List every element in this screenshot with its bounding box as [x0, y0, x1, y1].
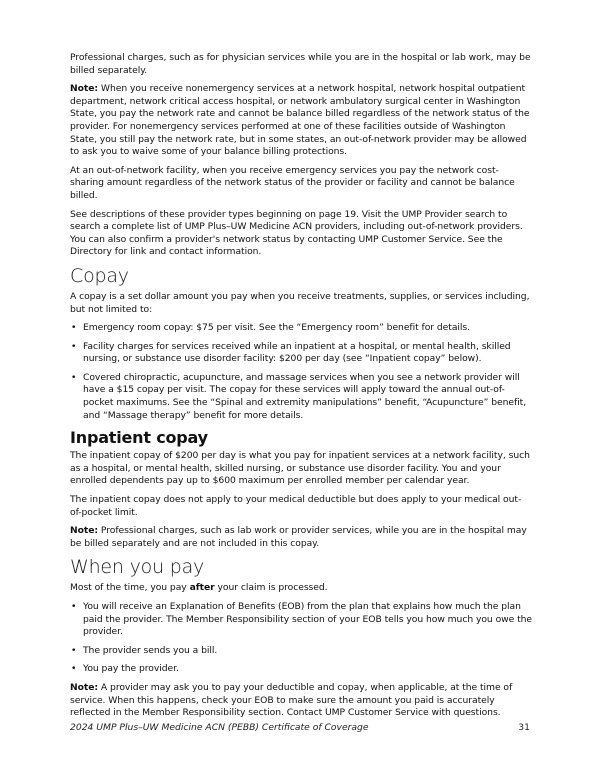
note-text: Professional charges, such as lab work or provider services, while you are in the hospital may be billed separately and are not included in this copay.	[70, 525, 527, 549]
note-inpatient	[70, 525, 532, 550]
list-item: • Facility charges for services received while an inpatient at a hospital, or mental health, skilled nursing, or substance use disorder facility: $200 per day (see “Inpatient copay” below).	[71, 340, 511, 365]
note-label: Note:	[70, 83, 99, 95]
bullet-icon: •	[71, 340, 77, 352]
when-list	[70, 601, 532, 676]
page-number: 31	[518, 722, 530, 733]
copay-list	[70, 322, 532, 422]
heading-copay: Copay	[70, 264, 129, 287]
bullet-icon: •	[71, 371, 77, 383]
note-text: When you receive nonemergency services at a network hospital, network hospital outpatient department, network critical access hospital, or network ambulatory surgical center in Washington State, you pay the network rate and cannot be balance billed regardless of the network status of the provider. For nonemergency services performed at one of these facilities outside of Washington State, you still pay the network rate, but in some states, an out-of-network provider may be allowed to ask you to waive some of your balance billing protections.	[70, 83, 530, 158]
heading-when-you-pay: When you pay	[70, 556, 205, 579]
list-item: • Emergency room copay: $75 per visit. See the “Emergency room” benefit for details.	[71, 322, 471, 334]
paragraph-provider-types: See descriptions of these provider types beginning on page 19. Visit the UMP Provider search to search a complete list of UMP Plus–UW Medicine ACN providers, including out-of-network providers. You can also confirm a provider's network status by contacting UMP Customer Service. See the Directory for link and contact information.	[70, 208, 523, 258]
note-text: A provider may ask you to pay your deductible and copay, when applicable, at the time of service. When this happens, check your EOB to make sure the amount you paid is accurately reflected in the Member Responsibility section. Contact UMP Customer Service with questions.	[70, 681, 513, 719]
note-when-you-pay	[70, 682, 532, 720]
bullet-icon: •	[71, 663, 77, 675]
note-label: Note:	[70, 525, 99, 537]
inpatient-paragraph-2: The inpatient copay does not apply to your medical deductible but does apply to your medical out-of-pocket limit.	[70, 494, 522, 518]
paragraph-out-of-network-facility: At an out-of-network facility, when you receive emergency services you pay the network cost-sharing amount regardless of the network status of the provider or facility and cannot be balance billed.	[70, 164, 515, 201]
bullet-icon: •	[71, 322, 77, 334]
copay-intro: A copay is a set dollar amount you pay when you receive treatments, supplies, or services including, but not limited to:	[70, 290, 530, 315]
heading-inpatient-copay: Inpatient copay	[70, 428, 208, 448]
list-item: • The provider sends you a bill.	[71, 644, 218, 656]
list-item: • Covered chiropractic, acupuncture, and massage services when you see a network provider will have a $15 copay per visit. The copay for these services will apply toward the annual out-of-pocket maximums. See the “Spinal and extremity manipulations” benefit, “Acupuncture” benefit, and “Massage therapy” benefit for more details.	[71, 371, 527, 421]
note-nonemergency	[70, 83, 532, 159]
bullet-icon: •	[71, 644, 77, 656]
note-label: Note:	[70, 681, 99, 693]
page-content	[70, 52, 532, 726]
inpatient-paragraph-1: The inpatient copay of $200 per day is what you pay for inpatient services at a network facility, such as a hospital, or mental health, skilled nursing, or substance use disorder facility. You and your enrolled dependents pay up to $600 maximum per enrolled member per calendar year.	[70, 450, 530, 487]
bullet-icon: •	[71, 601, 77, 612]
footer-title: 2024 UMP Plus–UW Medicine ACN (PEBB) Certificate of Coverage	[70, 722, 369, 733]
when-intro: Most of the time, you pay after your claim is processed.	[70, 582, 328, 594]
page-footer	[70, 722, 530, 733]
paragraph-professional-charges: Professional charges, such as for physician services while you are in the hospital or lab work, may be billed separately.	[70, 52, 531, 76]
list-item: • You pay the provider.	[71, 663, 179, 675]
list-item: • You will receive an Explanation of Benefits (EOB) from the plan that explains how much the plan paid the provider. The Member Responsibility section of your EOB tells you how much you owe the provider.	[71, 601, 533, 638]
